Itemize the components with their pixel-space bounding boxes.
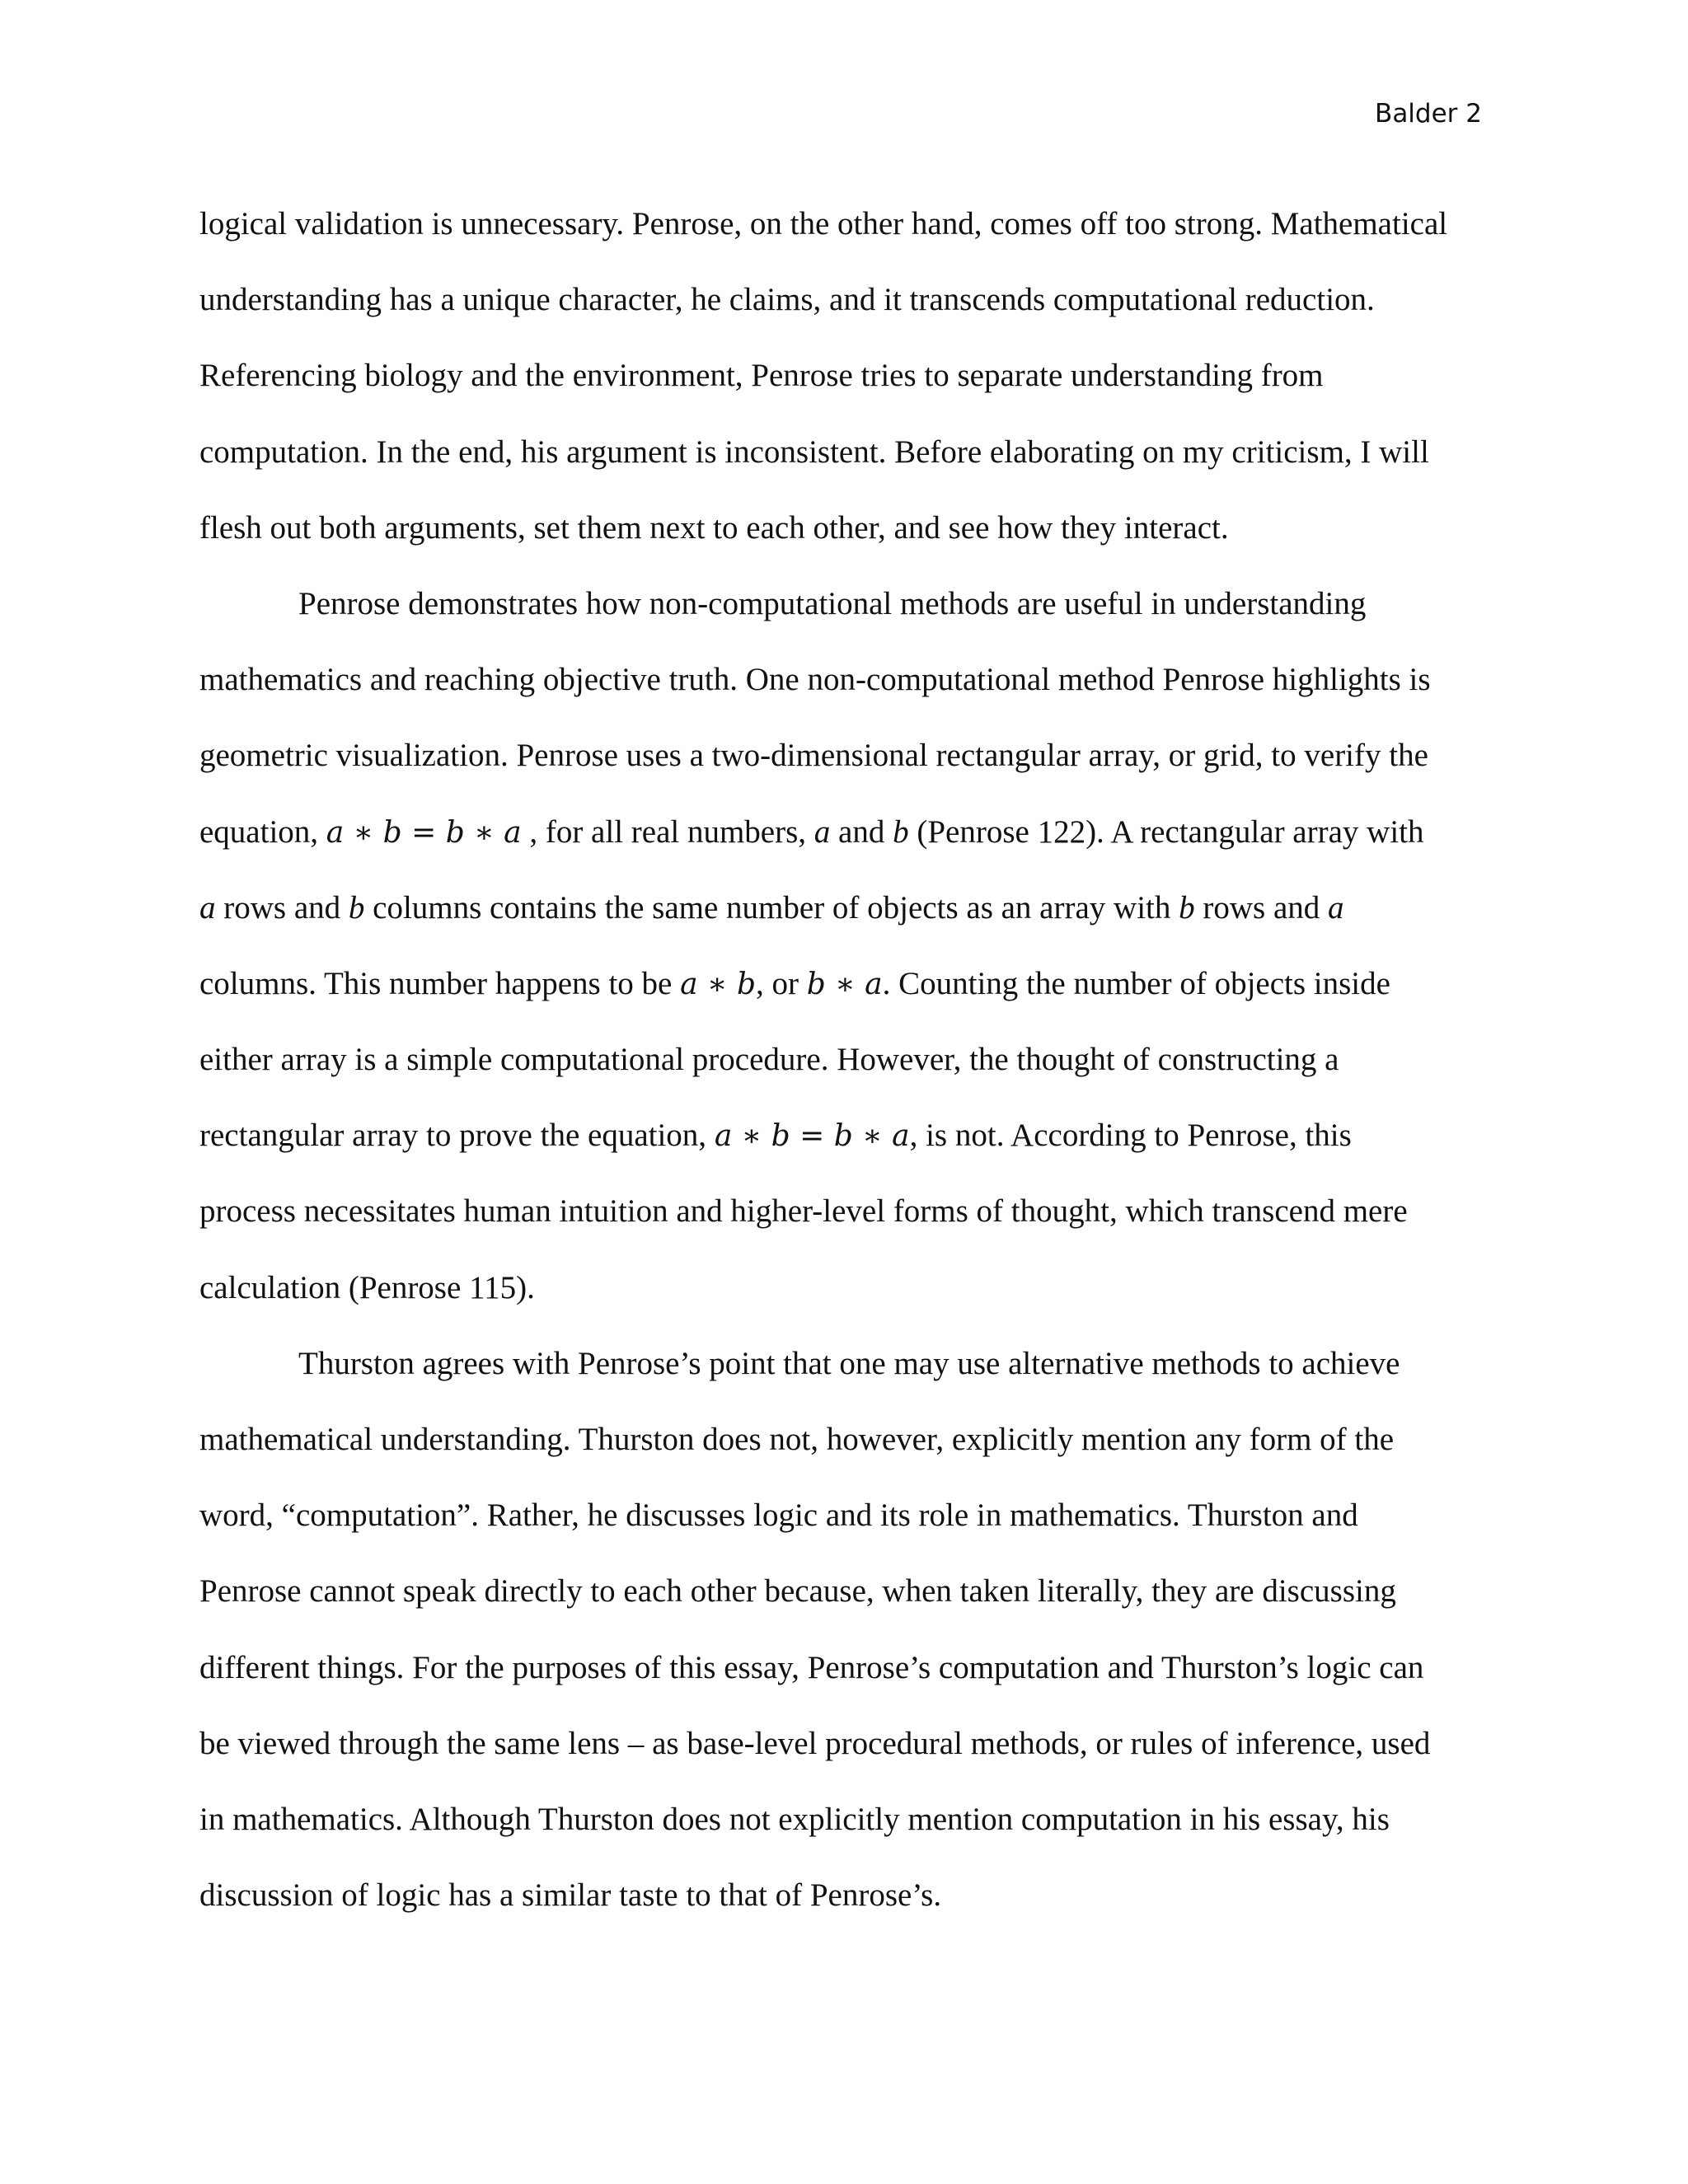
text-fragment: columns. This number happens to be — [199, 965, 681, 1001]
text-fragment: (Penrose 122). A rectangular array with — [908, 813, 1424, 850]
paragraph-3 — [199, 1326, 1485, 1934]
text-line — [199, 794, 1485, 870]
text-line: Penrose cannot speak directly to each other because, when taken literally, they are discussing — [199, 1573, 1396, 1610]
text-line: calculation (Penrose 115). — [199, 1269, 535, 1305]
math-equation: a ∗ b = b ∗ a — [326, 815, 522, 850]
text-line: different things. For the purposes of this essay, Penrose’s computation and Thurston’s logic can — [199, 1649, 1424, 1685]
text-line: either array is a simple computational procedure. However, the thought of constructing a — [199, 1042, 1339, 1078]
text-line: understanding has a unique character, he claims, and it transcends computational reduction. — [199, 282, 1375, 318]
text-fragment: , or — [756, 965, 807, 1001]
text-line: Penrose demonstrates how non-computational methods are useful in understanding — [298, 585, 1367, 621]
paragraph-2 — [199, 566, 1485, 1326]
math-variable: b — [893, 813, 909, 850]
text-fragment: rows and — [1194, 889, 1329, 926]
text-line — [199, 1098, 1485, 1174]
text-fragment: columns contains the same number of objects as an array with — [364, 889, 1179, 926]
text-line: discussion of logic has a similar taste to that of Penrose’s. — [199, 1877, 942, 1914]
text-line: be viewed through the same lens – as base-level procedural methods, or rules of inference, used — [199, 1725, 1431, 1761]
text-line: Thurston agrees with Penrose’s point that one may use alternative methods to achieve — [298, 1345, 1400, 1381]
text-fragment: , is not. According to Penrose, this — [909, 1118, 1352, 1154]
math-variable: a — [1328, 889, 1344, 926]
math-variable: a — [814, 813, 831, 850]
math-variable: b — [348, 889, 365, 926]
running-head: Balder 2 — [1375, 99, 1482, 129]
text-line: process necessitates human intuition and higher-level forms of thought, which transcend mere — [199, 1193, 1408, 1230]
text-line: geometric visualization. Penrose uses a two-dimensional rectangular array, or grid, to verify the — [199, 738, 1428, 774]
text-fragment: rectangular array to prove the equation, — [199, 1118, 715, 1154]
text-line: mathematical understanding. Thurston does not, however, explicitly mention any form of the — [199, 1422, 1395, 1457]
math-equation: a ∗ b = b ∗ a — [714, 1119, 910, 1154]
text-line: word, “computation”. Rather, he discusses logic and its role in mathematics. Thurston and — [199, 1497, 1358, 1534]
math-equation: a ∗ b — [680, 967, 756, 1001]
text-line: Referencing biology and the environment, Penrose tries to separate understanding from — [199, 358, 1324, 394]
text-fragment: . Counting the number of objects inside — [882, 965, 1390, 1001]
text-line — [199, 870, 1485, 946]
text-fragment: equation, — [199, 813, 326, 850]
text-fragment: and — [830, 813, 893, 850]
text-line: in mathematics. Although Thurston does not explicitly mention computation in his essay, his — [199, 1801, 1390, 1837]
math-variable: b — [1179, 889, 1195, 926]
text-line: flesh out both arguments, set them next to each other, and see how they interact. — [199, 509, 1229, 546]
text-line: computation. In the end, his argument is inconsistent. Before elaborating on my criticism, I will — [199, 434, 1429, 470]
math-variable: a — [199, 889, 216, 926]
text-fragment: rows and — [215, 889, 349, 926]
essay-body — [199, 186, 1485, 1933]
math-equation: b ∗ a — [806, 967, 883, 1001]
text-line: logical validation is unnecessary. Penrose, on the other hand, comes off too strong. Mathematical — [199, 206, 1448, 241]
text-line: mathematics and reaching objective truth. One non-computational method Penrose highlights is — [199, 662, 1431, 698]
text-fragment: , for all real numbers, — [521, 813, 814, 850]
paragraph-1 — [199, 186, 1485, 566]
text-line — [199, 946, 1485, 1022]
